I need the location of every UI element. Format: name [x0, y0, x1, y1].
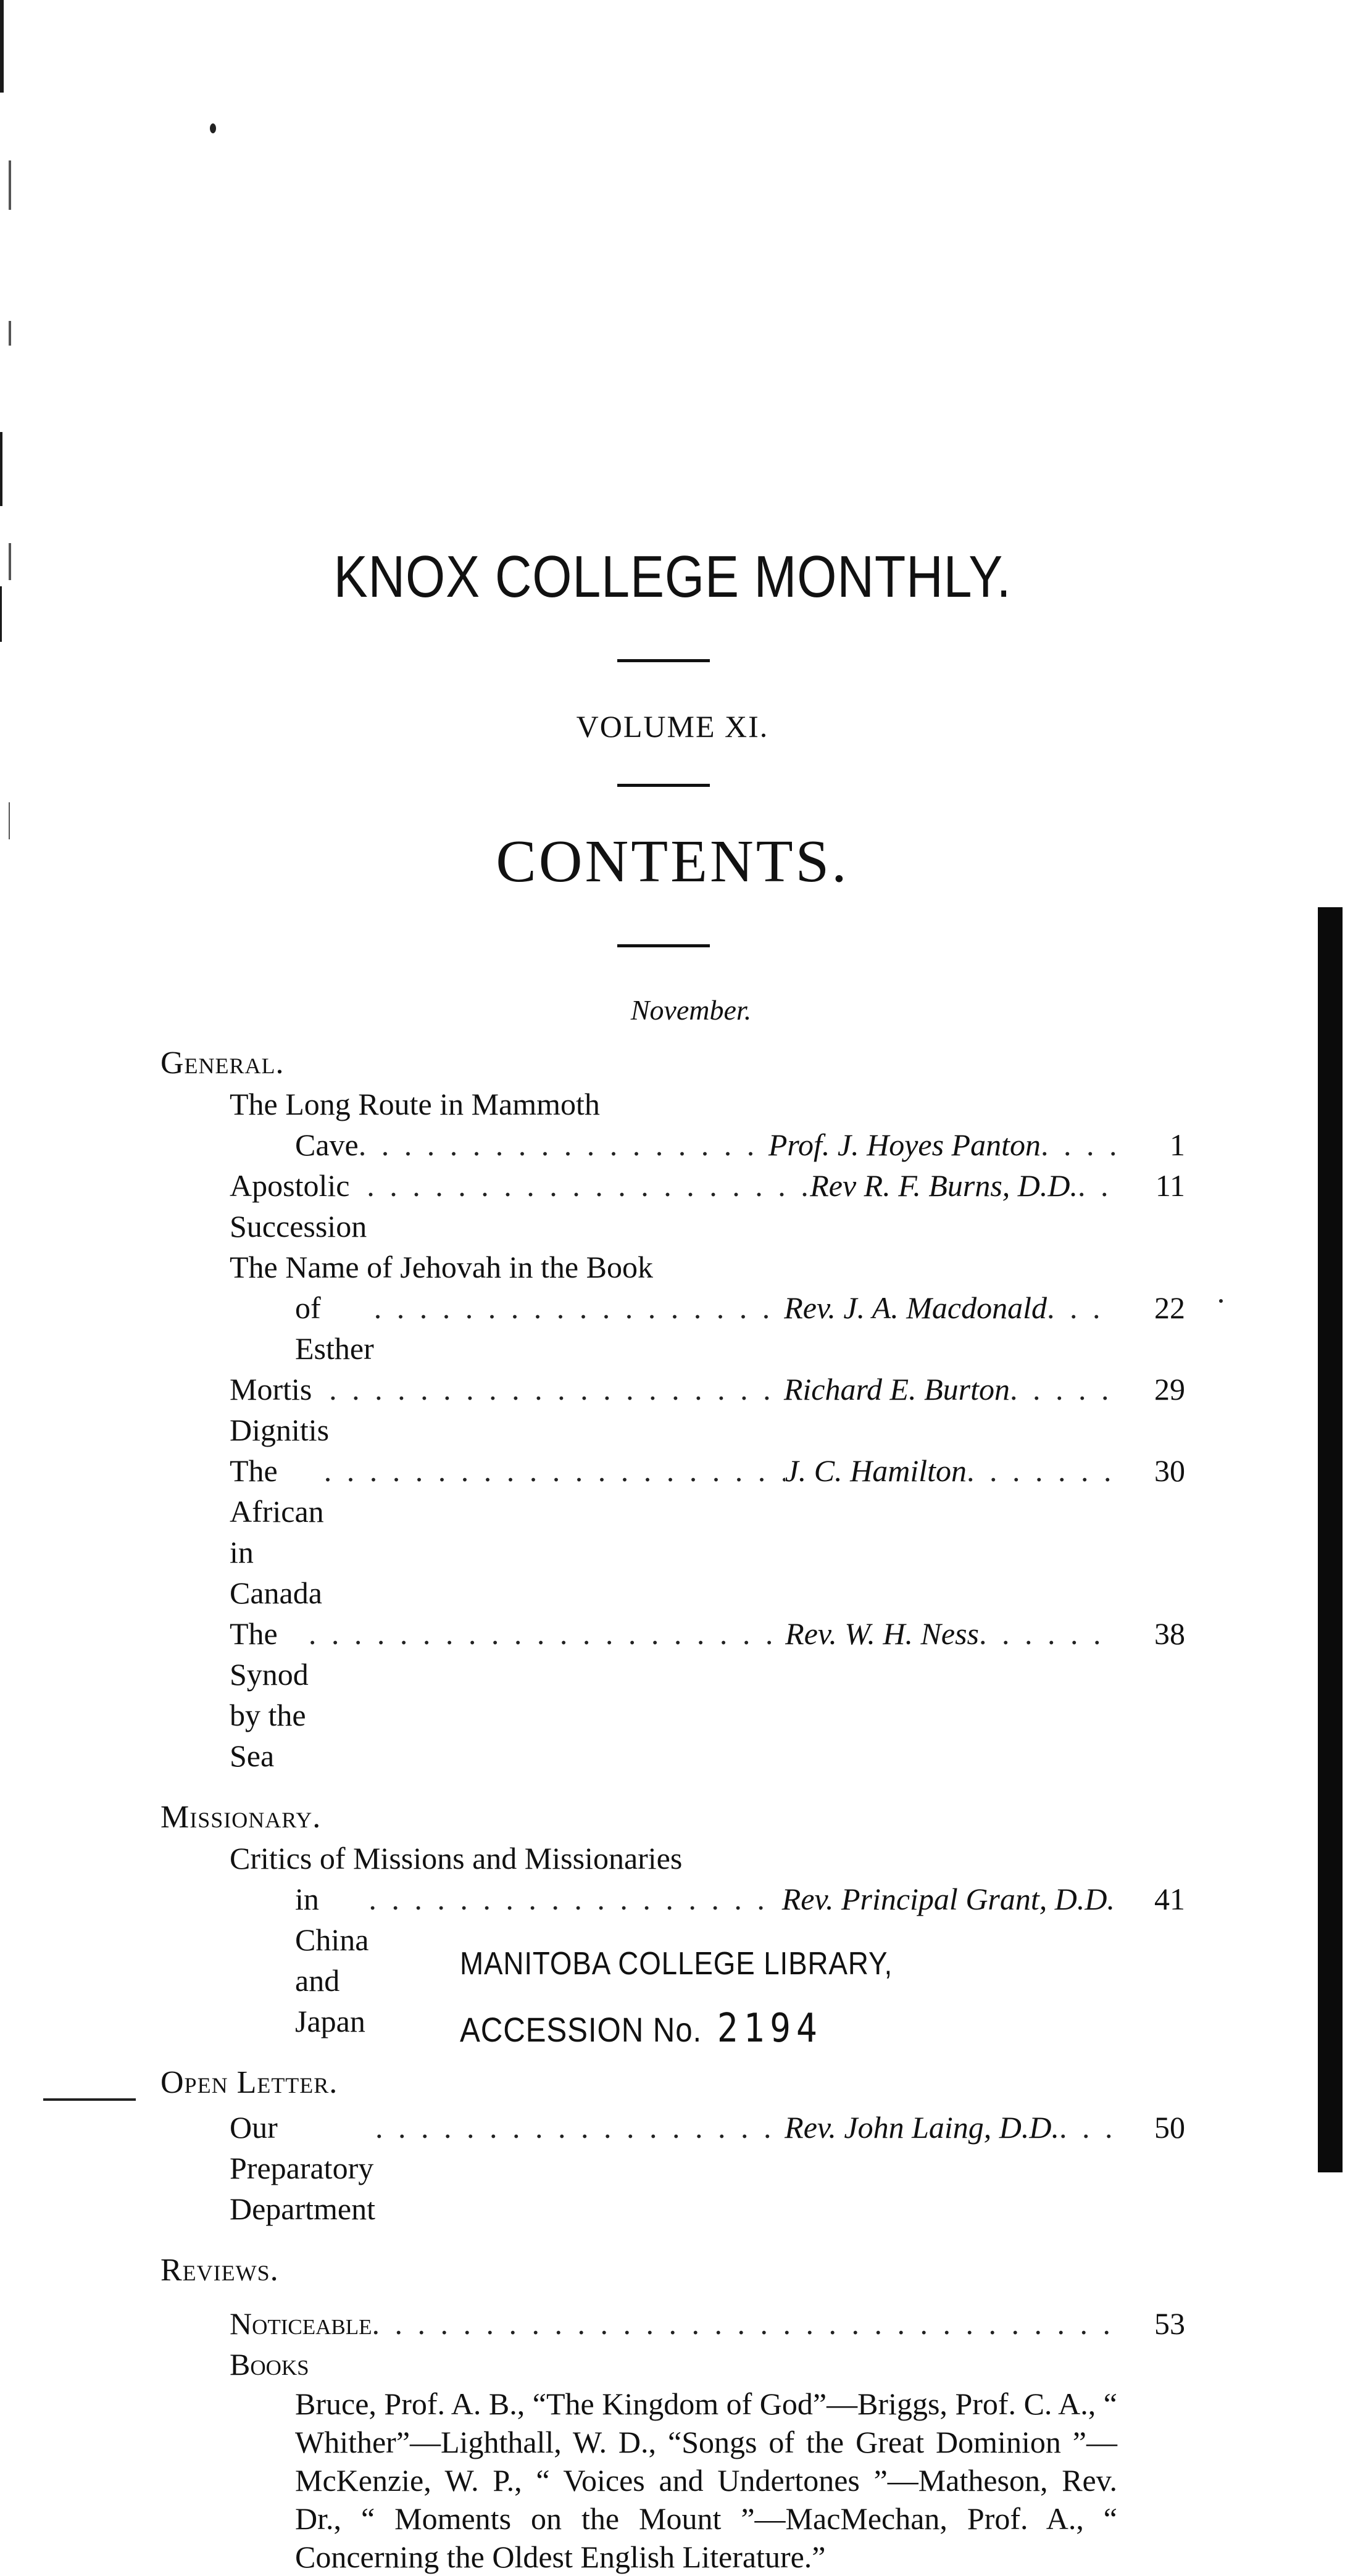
entry-page: 41 [1154, 1882, 1185, 1916]
entry-title: Apostolic Succession [230, 1168, 367, 1244]
scan-speck [9, 160, 11, 210]
section-heading-general: General. [160, 1045, 285, 1081]
volume-label: VOLUME XI. [576, 709, 769, 744]
dot-leader [967, 1450, 1115, 1491]
scan-edge-left [0, 586, 2, 642]
section-heading-reviews: Reviews. [160, 2253, 279, 2288]
entry-title: Our Preparatory Department [230, 2110, 376, 2226]
entry-title: Noticeable Books [230, 2306, 372, 2382]
dot-leader [1041, 1124, 1115, 1165]
scan-dot [210, 123, 216, 133]
dot-leader [979, 1613, 1115, 1654]
entry-author: Prof. J. Hoyes Panton [768, 1128, 1041, 1162]
entry-author: Rev R. F. Burns, D.D. [810, 1168, 1078, 1203]
scan-edge-left [0, 0, 4, 93]
dot-leader [359, 1124, 768, 1165]
divider-rule [617, 784, 710, 787]
journal-title: KNOX COLLEGE MONTHLY. [333, 544, 1012, 610]
entry-author: Rev. W. H. Ness [785, 1616, 979, 1651]
toc-entry [230, 1247, 1185, 1369]
issue-month: November. [630, 994, 752, 1026]
dot-leader [372, 2303, 1115, 2344]
contents-heading: CONTENTS. [496, 828, 849, 895]
entry-author: Rev. John Laing, D.D. [785, 2110, 1059, 2145]
entry-page: 11 [1155, 1168, 1185, 1203]
entry-page: 1 [1170, 1128, 1185, 1162]
entry-page: 53 [1154, 2306, 1185, 2341]
divider-rule [617, 659, 710, 662]
entry-page: 29 [1154, 1372, 1185, 1406]
dot-leader [1047, 1287, 1115, 1328]
dot-leader [367, 1165, 810, 1206]
toc-entry [230, 1450, 1185, 1613]
entry-title-line: Cave [295, 1128, 359, 1162]
dot-leader [324, 1450, 785, 1491]
scan-dot [1219, 1299, 1223, 1303]
accession-label: ACCESSION No. [460, 2010, 702, 2049]
toc-entry [230, 2107, 1185, 2229]
dot-leader [1010, 1369, 1115, 1410]
entry-title-line: The Name of Jehovah in the Book [230, 1250, 653, 1284]
entry-title: Mortis Dignitis [230, 1372, 330, 1447]
scan-edge-left [0, 432, 2, 506]
scan-edge-bottom [43, 2098, 136, 2101]
dot-leader [1059, 2107, 1115, 2148]
entry-page: 50 [1154, 2110, 1185, 2145]
section-heading-open-letter: Open Letter. [160, 2065, 338, 2100]
accession-number: 2194 [717, 2006, 823, 2051]
entry-title-line: Critics of Missions and Missionaries [230, 1841, 683, 1876]
toc-entry [230, 2303, 1185, 2385]
dot-leader [375, 2107, 785, 2148]
entry-title-line: in China and Japan [295, 1882, 369, 2038]
entry-title: The Synod by the Sea [230, 1616, 309, 1773]
scan-speck [9, 321, 11, 346]
entry-author: Richard E. Burton [783, 1372, 1010, 1406]
scan-edge-right [1318, 907, 1343, 2172]
dot-leader [309, 1613, 785, 1654]
toc-entry [230, 1369, 1185, 1450]
dot-leader [369, 1879, 775, 1919]
entry-title-line: of Esther [295, 1290, 374, 1366]
dot-leader [329, 1369, 784, 1410]
section-heading-missionary: Missionary. [160, 1800, 322, 1835]
reviewed-books-list: Bruce, Prof. A. B., “The Kingdom of God”—Briggs, Prof. C. A., “ Whither”—Lighthall, W. D., “Songs of the Great Dominion ”—McKenzie, W. P., “ Voices and Undertones ”—Matheson, Rev. Dr., “ Moments on the Mount ”—MacMechan, Prof. A., “ Concerning the Oldest English Literature.” [295, 2387, 1117, 2574]
entry-page: 30 [1154, 1453, 1185, 1488]
entry-title: The African in Canada [230, 1453, 324, 1610]
entry-author: Rev. Principal Grant, D.D. [781, 1882, 1115, 1916]
toc-entry [230, 1165, 1185, 1247]
table-of-contents [160, 1043, 1185, 2576]
divider-rule [617, 944, 710, 947]
entry-page: 38 [1154, 1616, 1185, 1651]
toc-entry [230, 1613, 1185, 1776]
dot-leader [374, 1287, 784, 1328]
entry-page: 22 [1154, 1290, 1185, 1325]
entry-title-line: The Long Route in Mammoth [230, 1087, 600, 1121]
scan-speck [9, 543, 11, 580]
entry-author: J. C. Hamilton [785, 1453, 967, 1488]
entry-author: Rev. J. A. Macdonald [784, 1290, 1047, 1325]
library-stamp: MANITOBA COLLEGE LIBRARY, [460, 1946, 893, 1982]
toc-entry [230, 1084, 1185, 1165]
accession-stamp [460, 2006, 823, 2051]
dot-leader [1078, 1165, 1115, 1206]
